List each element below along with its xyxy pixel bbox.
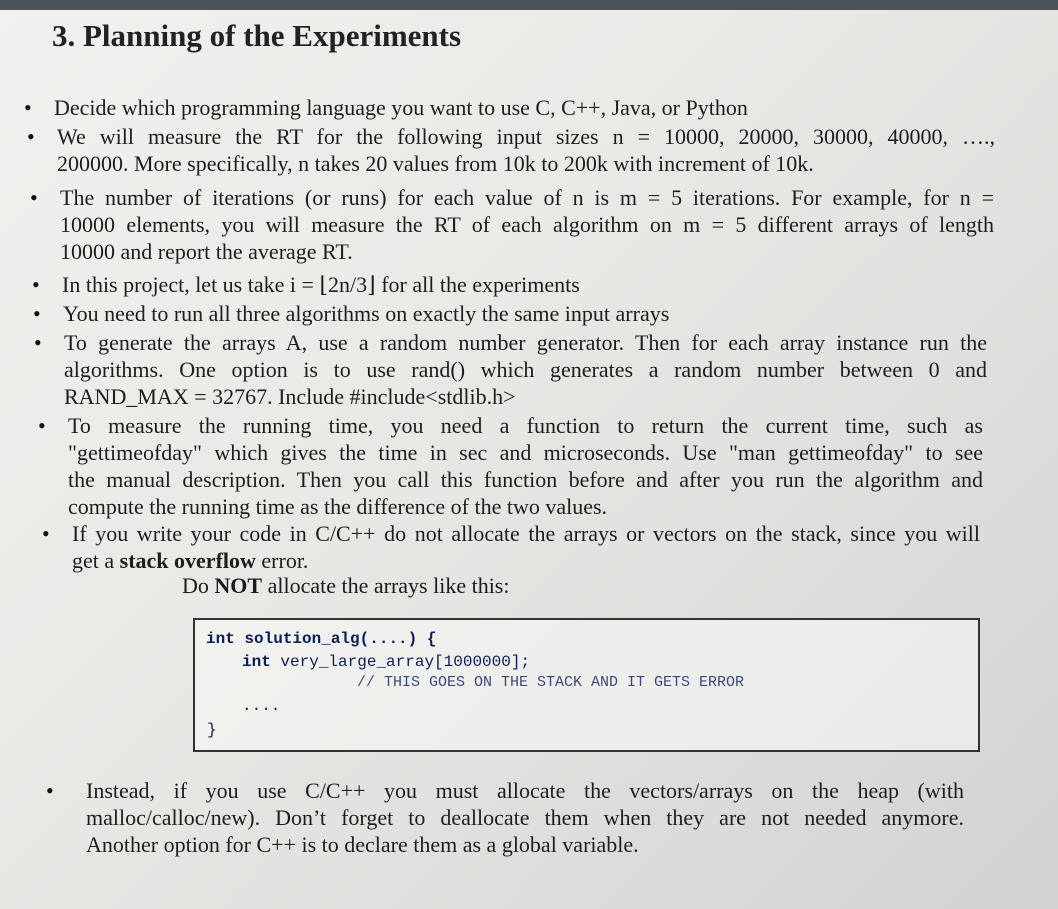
item-line: 10000 and report the average RT.: [60, 239, 353, 264]
note-emphasis: NOT: [214, 573, 263, 598]
bullet-icon: •: [30, 185, 38, 210]
floor-bracket-left: ⌊: [319, 272, 328, 297]
note-text: allocate the arrays like this:: [262, 573, 510, 598]
item-line: You need to run all three algorithms on exactly the same input arrays: [63, 301, 670, 326]
code-ellipsis: ....: [242, 697, 281, 715]
item-line: the manual description. Then you call this function before and after you run the algorithm and: [68, 467, 983, 492]
list-item: [32, 271, 662, 298]
item-text: In this project, let us take i =: [62, 272, 320, 297]
item-line: "gettimeofday" which gives the time in sec and microseconds. Use "man gettimeofday" to see: [68, 440, 983, 465]
item-line: Decide which programming language you want to use C, C++, Java, or Python: [54, 95, 748, 120]
item-line: To measure the running time, you need a function to return the current time, such as: [68, 413, 983, 438]
item-line: If you write your code in C/C++ do not allocate the arrays or vectors on the stack, since you will: [72, 521, 980, 546]
list-item: [38, 412, 983, 520]
bullet-icon: •: [42, 521, 50, 546]
bullet-icon: •: [34, 330, 42, 355]
code-text: very_large_array[1000000];: [270, 653, 531, 671]
note-text: Do: [182, 573, 215, 598]
item-line: compute the running time as the difference of the two values.: [68, 494, 608, 519]
item-line: 200000. More specifically, n takes 20 values from 10k to 200k with increment of 10k.: [57, 151, 814, 176]
bullet-icon: •: [32, 272, 40, 297]
section-heading: 3. Planning of the Experiments: [52, 18, 462, 53]
bullet-icon: •: [38, 413, 46, 438]
item-line: To generate the arrays A, use a random number generator. Then for each array instance run the: [64, 330, 987, 355]
list-item: [27, 123, 995, 177]
item-line: We will measure the RT for the following input sizes n = 10000, 20000, 30000, 40000, ….,: [57, 124, 995, 149]
list-item: [33, 300, 763, 327]
emphasis-text: stack overflow: [119, 548, 256, 573]
item-line: Another option for C++ is to declare them as a global variable.: [86, 832, 639, 857]
bullet-icon: •: [24, 95, 32, 120]
floor-bracket-right: ⌋: [367, 272, 376, 297]
item-line: malloc/calloc/new). Don’t forget to deallocate them when they are not needed anymore.: [86, 805, 964, 830]
item-line: RAND_MAX = 32767. Include #include<stdlib.h>: [64, 384, 516, 409]
code-comment: // THIS GOES ON THE STACK AND IT GETS ERROR: [357, 674, 745, 691]
code-line: [242, 652, 530, 672]
item-text: error.: [255, 548, 309, 573]
item-line: algorithms. One option is to use rand() which generates a random number between 0 and: [64, 357, 987, 382]
list-item: [30, 184, 994, 265]
list-item: [24, 94, 814, 121]
floor-expression: 2n/3: [328, 272, 368, 297]
code-line: [206, 629, 436, 649]
bullet-icon: •: [46, 778, 54, 803]
item-line: [62, 271, 662, 298]
list-item: [46, 777, 964, 858]
item-line: 10000 elements, you will measure the RT of each algorithm on m = 5 different arrays of length: [60, 212, 994, 237]
bullet-icon: •: [27, 124, 35, 149]
item-line: [72, 547, 980, 574]
item-text: for all the experiments: [375, 272, 580, 297]
item-line: The number of iterations (or runs) for each value of n is m = 5 iterations. For example, for n =: [60, 185, 994, 210]
list-item: [42, 520, 980, 574]
bullet-icon: •: [33, 301, 41, 326]
list-item: [34, 329, 987, 410]
warning-note: [182, 572, 509, 599]
code-block: [193, 618, 980, 752]
code-text: solution_alg(....) {: [234, 630, 437, 648]
code-closing-brace: }: [207, 721, 217, 739]
code-keyword: int: [206, 630, 235, 648]
item-text: get a: [72, 548, 120, 573]
item-line: Instead, if you use C/C++ you must allocate the vectors/arrays on the heap (with: [86, 778, 964, 803]
code-keyword: int: [242, 653, 271, 671]
